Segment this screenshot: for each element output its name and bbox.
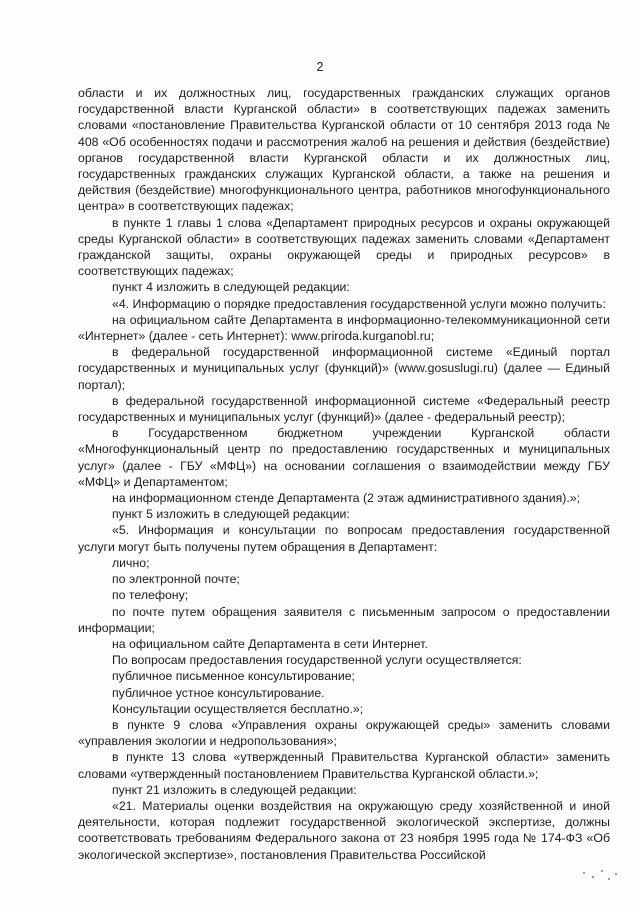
paragraph: области и их должностных лиц, государственных гражданских служащих органов государственной власти Курганской области» в соответствующих падежах заменить словами «постановление Правительства Курганской области от 10 сентября 2013 года № 408 «Об особенностях подачи и рассмотрения жалоб на решения и действия (бездействие) органов государственной власти Курганской области и их должностных лиц, государственных гражданских служащих Курганской области, а также на решения и действия (бездействие) многофункционального центра, работников многофункционального центра» в соответствующих падежах; (78, 86, 610, 214)
paragraph: «4. Информацию о порядке предоставления государственной услуги можно получить: (112, 296, 606, 311)
paragraph: в федеральной государственной информационной системе «Единый портал государственных и муниципальных услуг (функций)» (www.gosuslugi.ru) (далее — Единый портал); (78, 345, 610, 392)
paragraph: пункт 4 изложить в следующей редакции: (112, 280, 350, 295)
paragraph: по электронной почте; (112, 572, 240, 587)
paragraph: в пункте 13 слова «утвержденный Правительства Курганской области» заменить словами «утвержденный постановлением Правительства Курганской области.»; (78, 750, 610, 781)
paragraph: на официальном сайте Департамента в информационно-телекоммуникационной сети «Интернет» (далее - сеть Интернет): www.priroda.kurganobl.ru; (78, 312, 610, 344)
paragraph: по почте путем обращения заявителя с письменным запросом о предоставлении информации; (78, 604, 610, 635)
paragraph: на официальном сайте Департамента в сети Интернет. (112, 636, 428, 651)
paragraph: «21. Материалы оценки воздействия на окружающую среду хозяйственной и иной деятельности, которая подлежит государственной экологической экспертизе, должны соответствовать требованиям Федерального закона от 23 ноября 1995 года № 174-ФЗ «Об экологической экспертизе», постановления Правительства Российской (78, 798, 610, 862)
scan-speck (583, 872, 585, 874)
paragraph: По вопросам предоставления государственной услуги осуществляется: (112, 653, 522, 668)
scan-speck (592, 876, 594, 878)
paragraph: в пункте 1 главы 1 слова «Департамент природных ресурсов и охраны окружающей среды Курганской области» в соответствующих падежах заменить словами «Департамент гражданской защиты, охраны окружающей среды и природных ресурсов» в соответствующих падежах; (78, 215, 610, 279)
paragraph: публичное устное консультирование. (112, 685, 325, 700)
paragraph: пункт 21 изложить в следующей редакции: (112, 782, 357, 797)
paragraph: в пункте 9 слова «Управления охраны окружающей среды» заменить словами «управления экологии и недропользования»; (78, 717, 610, 749)
scan-speck (608, 878, 610, 880)
scan-speck (601, 870, 603, 872)
paragraph: пункт 5 изложить в следующей редакции: (112, 507, 350, 522)
paragraph: лично; (112, 555, 150, 570)
page-number: 2 (316, 60, 324, 74)
paragraph: по телефону; (112, 588, 189, 603)
paragraph: Консультации осуществляется бесплатно.»; (112, 701, 364, 716)
paragraph: в федеральной государственной информационной системе «Федеральный реестр государственных и муниципальных услуг (функций)» (далее - федеральный реестр); (78, 393, 610, 425)
scan-speck (615, 873, 617, 875)
paragraph: в Государственном бюджетном учреждении Курганской области «Многофункциональный центр по предоставлению государственных и муниципальных услуг» (далее - ГБУ «МФЦ») на основании соглашения о взаимодействии между ГБУ «МФЦ» и Департаментом; (78, 426, 610, 489)
paragraph: публичное письменное консультирование; (112, 669, 355, 684)
document-body (78, 85, 610, 863)
paragraph: «5. Информация и консультации по вопросам предоставления государственной услуги могут быть получены путем обращения в Департамент: (78, 523, 610, 554)
paragraph: на информационном стенде Департамента (2 этаж административного здания).»; (112, 491, 581, 506)
